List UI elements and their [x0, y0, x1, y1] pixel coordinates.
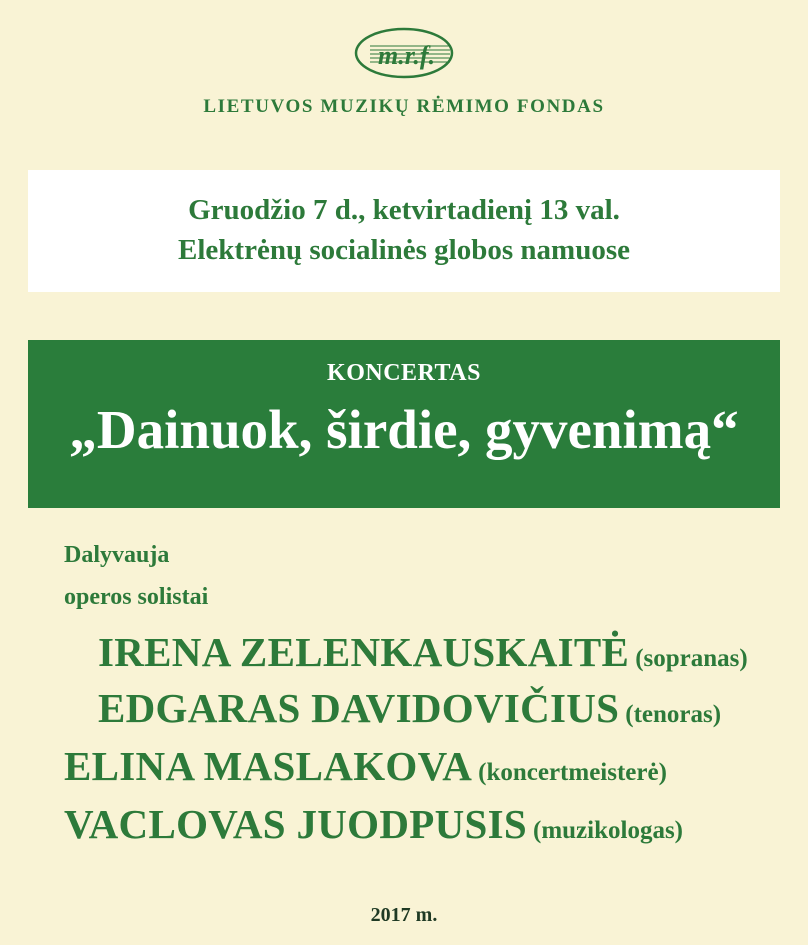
performer-role: (sopranas) [635, 645, 748, 672]
performer-name: VACLOVAS JUODPUSIS [64, 801, 527, 847]
performer-2 [98, 684, 721, 732]
event-year: 2017 m. [370, 904, 438, 926]
performer-role: (muzikologas) [533, 817, 683, 844]
event-venue: Elektrėnų socialinės globos namuose [178, 234, 630, 266]
participants-intro-line1: Dalyvauja [64, 542, 170, 568]
performer-name: ELINA MASLAKOVA [64, 743, 473, 789]
performer-role: (tenoras) [625, 701, 722, 728]
concert-label: KONCERTAS [327, 360, 481, 386]
concert-banner [28, 340, 780, 508]
performer-1 [98, 628, 748, 676]
concert-title: „Dainuok, širdie, gyvenimą“ [69, 399, 739, 460]
performer-name: EDGARAS DAVIDOVIČIUS [98, 685, 620, 731]
organization-name: LIETUVOS MUZIKŲ RĖMIMO FONDAS [203, 96, 605, 117]
performer-4 [64, 800, 683, 848]
mrf-logo [352, 26, 456, 80]
participants-intro-line2: operos solistai [64, 584, 209, 610]
performer-role: (koncertmeisterė) [478, 759, 667, 786]
performer-name: IRENA ZELENKAUSKAITĖ [98, 629, 630, 675]
event-info-box [28, 170, 780, 292]
performer-3 [64, 742, 667, 790]
event-date: Gruodžio 7 d., ketvirtadienį 13 val. [188, 194, 620, 226]
logo-text: m.r.f. [378, 41, 436, 70]
